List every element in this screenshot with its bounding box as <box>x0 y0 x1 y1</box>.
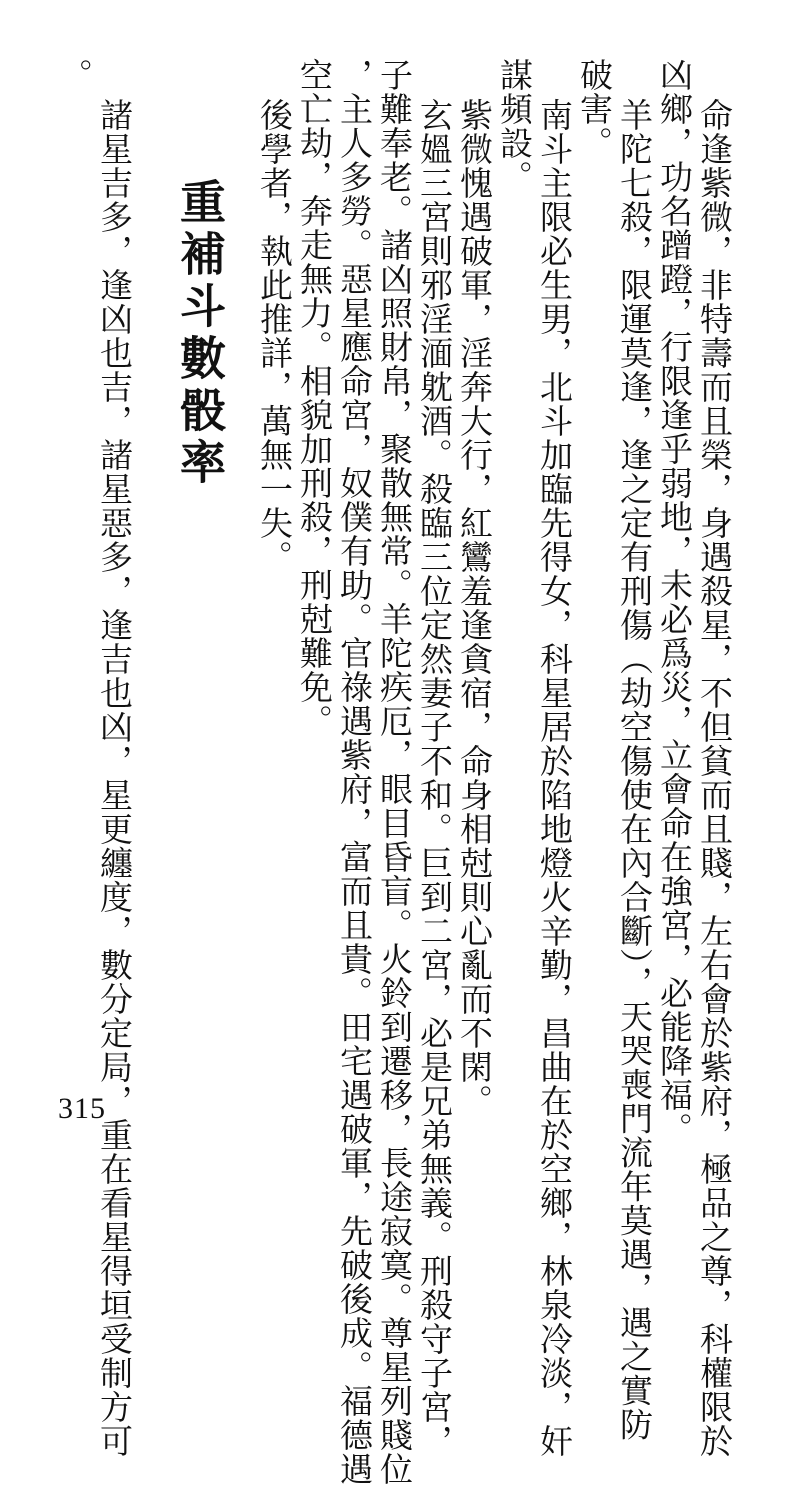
text-column-3: 羊陀七殺，限運莫逢，逢之定有刑傷（劫空傷使在內合斷），天哭喪門流年莫遇，遇之實防 <box>615 98 654 1442</box>
text-column-8: 玄媼三宮則邪淫湎躭酒。殺臨三位定然妻子不和。巨到二宮，必是兄弟無義。刑殺守子宮， <box>415 98 454 1458</box>
text-column-7: 紫微愧遇破軍，淫奔大行，紅鸞羞逢貪宿，命身相尅則心亂而不閑。 <box>455 98 494 1118</box>
text-column-5: 南斗主限必生男，北斗加臨先得女，科星居於陷地燈火辛勤，昌曲在於空鄉，林泉冷淡，奸 <box>535 98 574 1458</box>
text-column-4: 破害。 <box>575 58 614 160</box>
text-column-14: 諸星吉多，逢凶也吉，諸星惡多，逢吉也凶，星更纏度，數分定局，重在看星得垣受制方可 <box>95 98 134 1458</box>
text-column-2: 凶鄉，功名蹭蹬，行限逢乎弱地，未必爲災，立會命在強宮，必能降福。 <box>655 58 694 1146</box>
text-column-12: 後學者，執此推詳，萬無一失。 <box>255 98 294 574</box>
text-column-6: 謀頻設。 <box>495 58 534 194</box>
section-heading: 重補斗數骰率 <box>173 178 227 490</box>
text-column-11: 空亡劫，奔走無力。相貌加刑殺，刑尅難免。 <box>295 58 334 738</box>
text-column-1: 命逢紫微，非特壽而且榮，身遇殺星，不但貧而且賤，左右會於紫府，極品之尊，科權限於 <box>695 98 734 1458</box>
page-number: 315 <box>58 1092 106 1125</box>
text-column-10: ，主人多勞。惡星應命宮，奴僕有助。官祿遇紫府，富而且貴。田宅遇破軍，先破後成。福德遇 <box>335 58 374 1486</box>
text-column-9: 子難奉老。諸凶照財帛，聚散無常。羊陀疾厄，眼目昏盲。火鈴到遷移，長途寂寞。尊星列賤位 <box>375 58 414 1486</box>
text-column-13: 。 <box>55 58 94 92</box>
